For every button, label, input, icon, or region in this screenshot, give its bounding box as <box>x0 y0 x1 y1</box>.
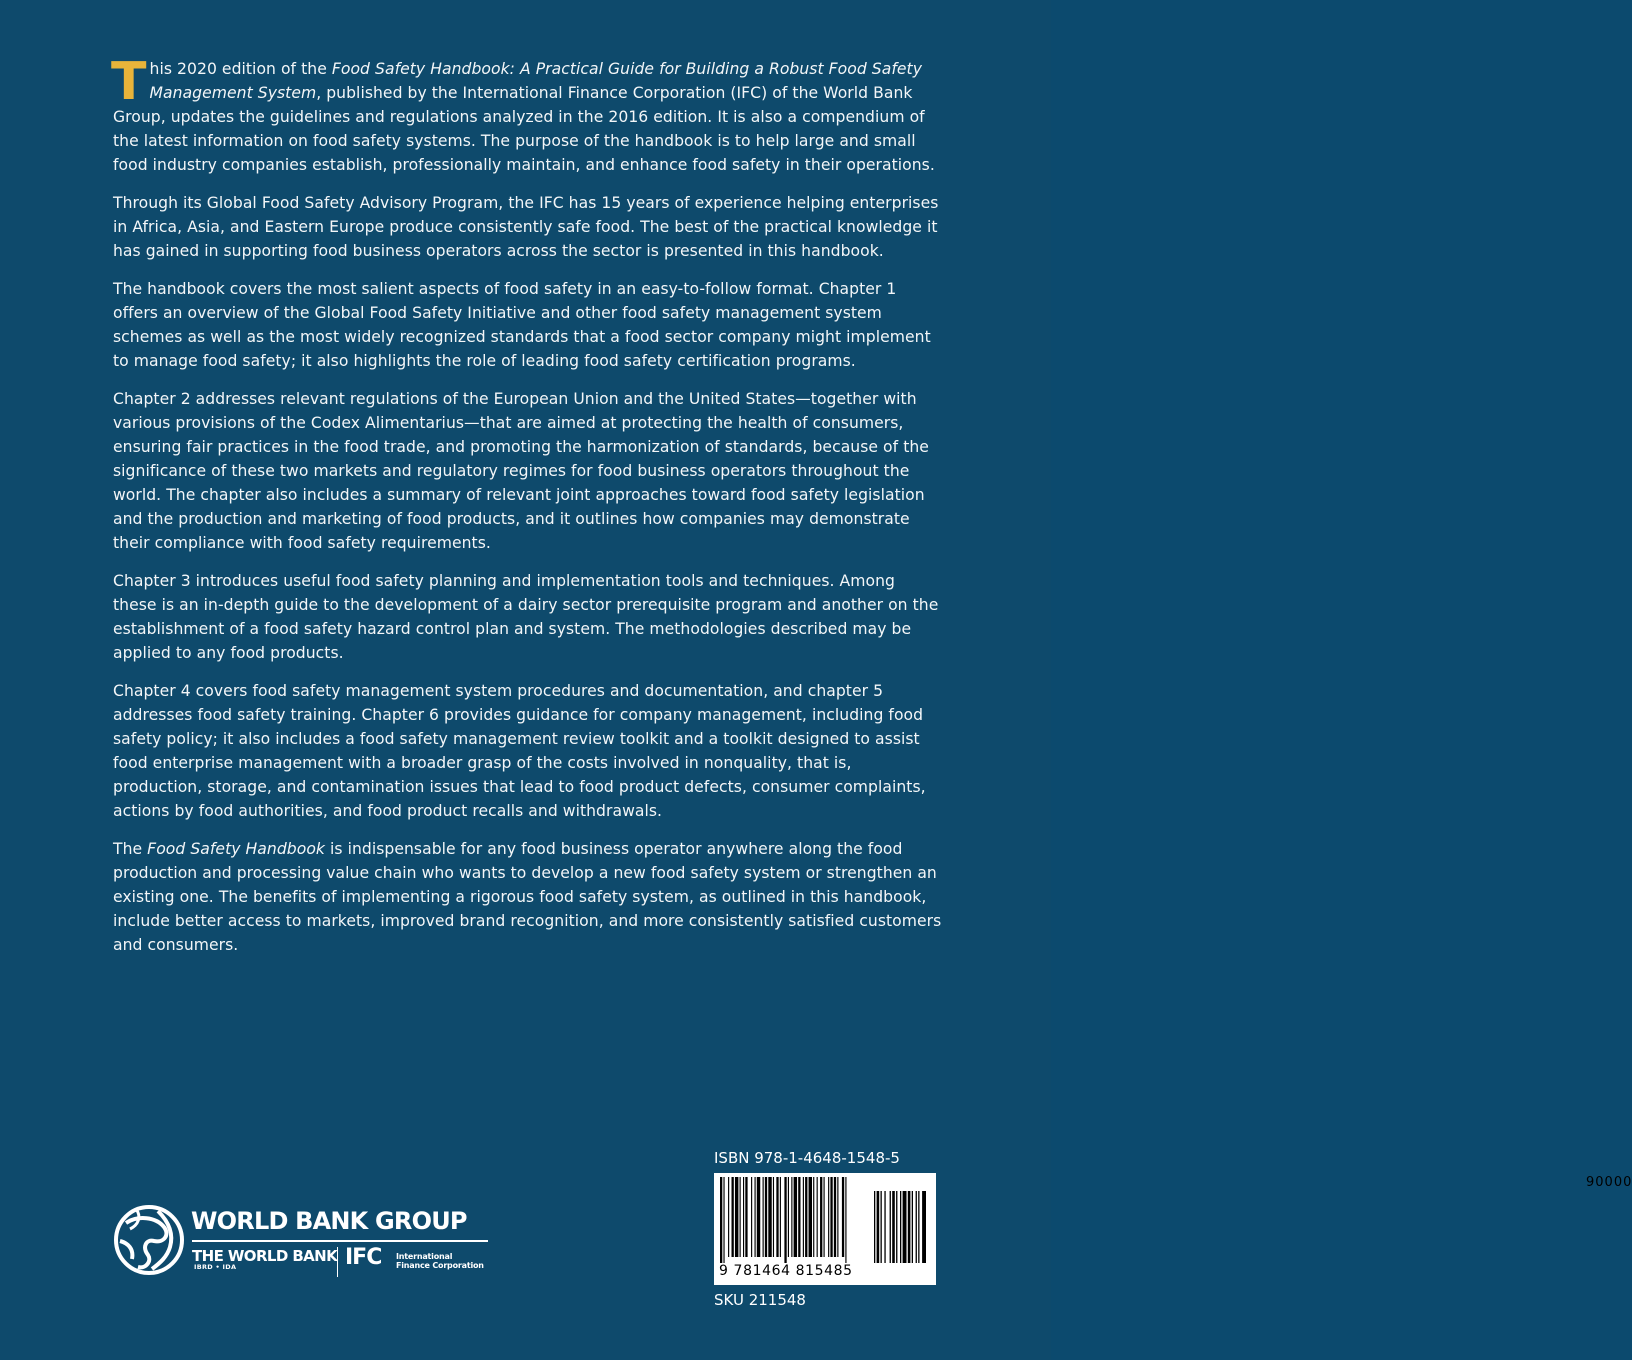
paragraph-1-text-b: , published by the International Finance Corporation (IFC) of the World Bank Group, updates the guidelines and regulations analyzed in the 2016 edition. It is also a compendium of the latest information on food safety systems. The purpose of the handbook is to help large and small food industry companies establish, professionally maintain, and enhance food safety in their operations. <box>113 83 935 174</box>
barcode-bar <box>828 1177 829 1257</box>
barcode-bar <box>824 1177 825 1257</box>
addon-bar <box>912 1191 913 1263</box>
addon-bar <box>896 1191 897 1263</box>
barcode-bar <box>720 1177 722 1263</box>
barcode-bar <box>791 1177 792 1257</box>
barcode-bar <box>788 1177 789 1257</box>
barcode-bar <box>728 1177 729 1257</box>
isbn-label: ISBN 978-1-4648-1548-5 <box>714 1149 900 1167</box>
paragraph-6: Chapter 4 covers food safety management system procedures and documentation, and chapter 5 addresses food safety training. Chapter 6 provides guidance for company management, including food safety policy; it also includes a food safety management review toolkit and a toolkit designed to assist food enterprise management with a broader grasp of the costs involved in nonquality, that is, production, storage, and contamination issues that lead to food product defects, consumer complaints, actions by food authorities, and food product recalls and withdrawals. <box>113 682 926 820</box>
paragraph-3: The handbook covers the most salient aspects of food safety in an easy-to-follow format. Chapter 1 offers an overview of the Global Food Safety Initiative and other food safety management system schemes as well as the most widely recognized standards that a food sector company might implement to manage food safety; it also highlights the role of leading food safety certification programs. <box>113 280 931 370</box>
barcode-digits: 9 781464 815485 <box>719 1263 853 1279</box>
ifc-name-line-1: International <box>396 1252 453 1261</box>
barcode-bar <box>755 1177 756 1257</box>
logo-divider <box>192 1240 488 1242</box>
barcode-bar <box>845 1177 846 1263</box>
book-title-italic: Food Safety Handbook: A Practical Guide for Building a Robust Food Safety Management System <box>149 60 922 102</box>
barcode-bar <box>817 1177 818 1257</box>
barcode-bar <box>784 1177 786 1263</box>
ifc-mark: IFC <box>345 1245 382 1270</box>
addon-bar <box>874 1191 875 1263</box>
barcode-bar <box>798 1177 800 1257</box>
world-bank-group-logo <box>112 1203 492 1283</box>
barcode-bar <box>732 1177 734 1257</box>
barcode-bar <box>842 1177 844 1257</box>
addon-bar <box>890 1191 891 1263</box>
ifc-name-line-2: Finance Corporation <box>396 1261 484 1270</box>
barcode-bar <box>763 1177 764 1257</box>
barcode-bar <box>803 1177 804 1257</box>
addon-bar <box>892 1191 895 1263</box>
addon-bar <box>877 1191 880 1263</box>
barcode-bar <box>735 1177 738 1257</box>
addon-bar <box>884 1191 885 1263</box>
barcode-bar <box>794 1177 797 1257</box>
sku-label: SKU 211548 <box>714 1291 806 1309</box>
barcode-bar <box>743 1177 744 1257</box>
the-world-bank-label: THE WORLD BANK <box>192 1247 338 1265</box>
barcode-bar <box>740 1177 741 1257</box>
addon-bar <box>900 1191 901 1263</box>
barcode-bar <box>809 1177 812 1257</box>
barcode-bar <box>805 1177 807 1257</box>
addon-bar <box>916 1191 917 1263</box>
barcode-bar <box>751 1177 752 1257</box>
world-bank-group-title: WORLD BANK GROUP <box>191 1207 467 1235</box>
barcode-bar <box>768 1177 771 1257</box>
barcode-bar <box>780 1177 781 1257</box>
paragraph-7-text-b: is indispensable for any food business operator anywhere along the food production and processing value chain who wants to develop a new food safety system or strengthen an existing one. The benefits of implementing a rigorous food safety system, as outlined in this handbook, include better access to markets, improved brand recognition, and more consistently satisfied customers and consumers. <box>113 840 942 954</box>
paragraph-7-text-a: The <box>113 840 148 859</box>
addon-bar <box>881 1191 882 1263</box>
barcode-bar <box>830 1177 832 1257</box>
addon-bar <box>903 1191 907 1263</box>
globe-icon <box>112 1203 186 1277</box>
barcode-bar <box>837 1177 838 1257</box>
drop-cap: T <box>111 52 147 112</box>
addon-bar <box>908 1191 911 1263</box>
price-code: 90000 <box>1586 1175 1632 1190</box>
paragraph-1 <box>111 52 943 178</box>
paragraph-2: Through its Global Food Safety Advisory Program, the IFC has 15 years of experience helping enterprises in Africa, Asia, and Eastern Europe produce consistently safe food. The best of the practical knowledge it has gained in supporting food business operators across the sector is presented in this handbook. <box>113 194 939 260</box>
paragraph-4: Chapter 2 addresses relevant regulations of the European Union and the United States—together with various provisions of the Codex Alimentarius—that are aimed at protecting the health of consumers, ensuring fair practices in the food trade, and promoting the harmonization of standards, because of the significance of these two markets and regulatory regimes for food business operators throughout the world. The chapter also includes a summary of relevant joint approaches toward food safety legislation and the production and marketing of food products, and it outlines how companies may demonstrate their compliance with food safety requirements. <box>113 390 929 552</box>
barcode-bar <box>745 1177 747 1257</box>
paragraph-5: Chapter 3 introduces useful food safety planning and implementation tools and techniques. Among these is an in-depth guide to the development of a dairy sector prerequisite program and another on the establishment of a food safety hazard control plan and system. The methodologies described may be applied to any food products. <box>113 572 939 662</box>
barcode-bar <box>757 1177 760 1257</box>
handbook-title-italic: Food Safety Handbook <box>147 840 325 859</box>
paragraph-7 <box>113 838 943 958</box>
paragraph-1-text-a: his 2020 edition of the <box>149 60 332 78</box>
barcode-bar <box>773 1177 774 1257</box>
barcode <box>714 1173 1632 1285</box>
barcode-bar <box>765 1177 767 1257</box>
barcode-bar <box>834 1177 836 1257</box>
description-text <box>111 52 943 972</box>
barcode-bar <box>813 1177 814 1257</box>
addon-bar <box>918 1191 919 1263</box>
ibrd-ida-label: IBRD • IDA <box>194 1263 237 1271</box>
barcode-bar <box>776 1177 778 1257</box>
logo-vertical-divider <box>337 1247 338 1277</box>
barcode-bar <box>723 1177 724 1263</box>
addon-bar <box>922 1191 926 1263</box>
barcode-bar <box>820 1177 822 1257</box>
